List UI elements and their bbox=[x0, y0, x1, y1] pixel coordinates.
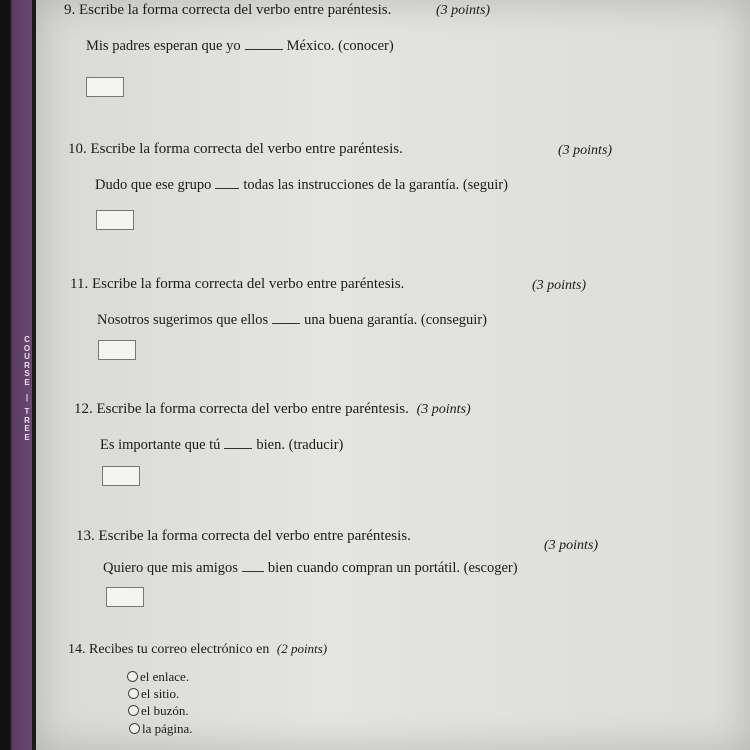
sentence-start: Nosotros sugerimos que ellos bbox=[97, 312, 269, 328]
option-label: el enlace. bbox=[140, 669, 190, 684]
question-points: (3 points) bbox=[436, 3, 491, 18]
option-el-enlace[interactable] bbox=[127, 669, 189, 685]
sidebar-label bbox=[22, 336, 32, 443]
option-el-buzon[interactable] bbox=[128, 703, 189, 719]
sidebar-letter: T bbox=[24, 407, 30, 417]
answer-input[interactable] bbox=[102, 466, 140, 486]
option-el-sitio[interactable] bbox=[128, 686, 179, 702]
question-title bbox=[74, 401, 471, 418]
sentence-start: Es importante que tú bbox=[100, 437, 221, 453]
quiz-page bbox=[36, 0, 750, 750]
option-la-pagina[interactable] bbox=[129, 721, 193, 737]
sentence-start: Quiero que mis amigos bbox=[103, 560, 238, 576]
option-label: el sitio. bbox=[141, 686, 180, 701]
sidebar-letter: E bbox=[24, 432, 30, 442]
question-points: (3 points) bbox=[416, 402, 471, 417]
course-tree-sidebar bbox=[0, 0, 32, 750]
blank-line bbox=[272, 322, 300, 324]
question-title: 13. Escribe la forma correcta del verbo entre paréntesis. bbox=[76, 528, 411, 544]
sentence-end: una buena garantía. (conseguir) bbox=[304, 312, 487, 328]
sidebar-letter: R bbox=[24, 415, 30, 425]
sentence-start: Mis padres esperan que yo bbox=[86, 38, 241, 54]
question-sentence bbox=[103, 560, 518, 577]
answer-input[interactable] bbox=[86, 77, 124, 97]
question-title: 10. Escribe la forma correcta del verbo entre paréntesis. bbox=[68, 141, 403, 157]
option-label: el buzón. bbox=[141, 703, 189, 718]
question-sentence bbox=[86, 38, 394, 55]
sidebar-letter: | bbox=[25, 392, 29, 402]
blank-line bbox=[245, 48, 283, 50]
sentence-start: Dudo que ese grupo bbox=[95, 177, 212, 193]
sidebar-letter: S bbox=[24, 369, 30, 379]
sentence-end: bien cuando compran un portátil. (escoger) bbox=[267, 560, 518, 576]
question-sentence bbox=[100, 437, 343, 454]
blank-line bbox=[242, 570, 264, 572]
sentence-end: México. (conocer) bbox=[286, 38, 394, 54]
blank-line bbox=[224, 447, 252, 449]
sidebar-letter: R bbox=[24, 360, 30, 370]
question-sentence bbox=[95, 177, 508, 194]
answer-input[interactable] bbox=[106, 587, 144, 607]
sidebar-letter: C bbox=[24, 335, 30, 344]
answer-input[interactable] bbox=[96, 210, 134, 230]
blank-line bbox=[215, 187, 239, 189]
question-title-text: 14. Recibes tu correo electrónico en bbox=[68, 642, 270, 657]
radio-button[interactable] bbox=[128, 688, 139, 699]
sidebar-letter: O bbox=[23, 343, 31, 353]
question-title: 9. Escribe la forma correcta del verbo entre paréntesis. bbox=[64, 2, 392, 18]
question-points: (2 points) bbox=[276, 641, 328, 656]
radio-button[interactable] bbox=[128, 705, 139, 716]
question-points: (3 points) bbox=[532, 278, 587, 293]
question-title-text: 12. Escribe la forma correcta del verbo entre paréntesis. bbox=[74, 401, 409, 417]
sidebar-letter: E bbox=[24, 377, 30, 387]
question-sentence bbox=[97, 312, 487, 329]
sentence-end: bien. (traducir) bbox=[256, 437, 344, 453]
answer-input[interactable] bbox=[98, 340, 136, 360]
option-label: la página. bbox=[142, 721, 193, 736]
sidebar-letter: U bbox=[24, 352, 30, 362]
radio-button[interactable] bbox=[127, 671, 138, 682]
sentence-end: todas las instrucciones de la garantía. (seguir) bbox=[243, 177, 508, 193]
sidebar-letter: E bbox=[24, 424, 30, 434]
question-title: 11. Escribe la forma correcta del verbo entre paréntesis. bbox=[70, 276, 405, 292]
question-points: (3 points) bbox=[544, 538, 599, 553]
radio-button[interactable] bbox=[129, 723, 140, 734]
question-points: (3 points) bbox=[558, 143, 613, 158]
question-title bbox=[68, 641, 327, 658]
